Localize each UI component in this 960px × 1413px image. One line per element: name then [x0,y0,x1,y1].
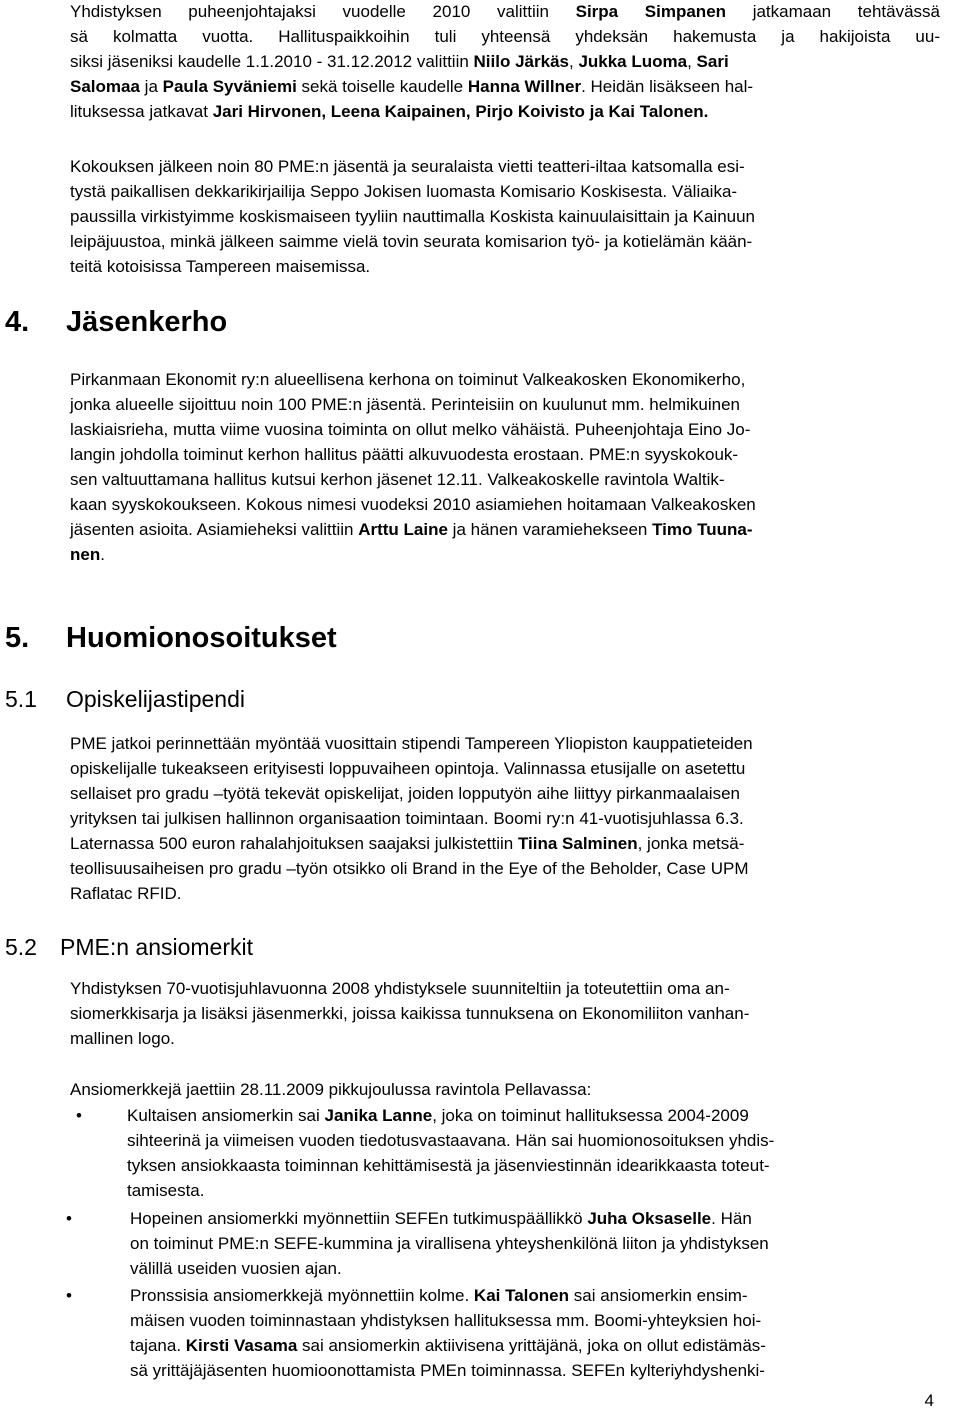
text-line: Hopeinen ansiomerkki myönnettiin SEFEn tutkimuspäällikkö Juha Oksaselle. Hän [130,1209,752,1228]
text-line: Ansiomerkkejä jaettiin 28.11.2009 pikkujoulussa ravintola Pellavassa: [70,1080,592,1099]
text-line: PME jatkoi perinnettään myöntää vuosittain stipendi Tampereen Yliopiston kauppatieteiden [70,734,753,753]
text-line: Raflatac RFID. [70,884,182,903]
heading-number: 4. [5,306,30,338]
paragraph-theatre-evening [70,154,954,279]
text-line: yrityksen tai julkisen hallinnon organisaation toimintaan. Boomi ry:n 41-vuotisjuhlassa 6.3. [70,809,744,828]
bullet-marker: • [66,1286,72,1305]
bullet-marker: • [66,1209,72,1228]
paragraph-members-club [70,367,954,567]
text-line: paussilla virkistyimme koskismaiseen tyyliin nauttimalla Koskista kainuulaisittain ja Kainuun [70,207,756,226]
text-line: Kokouksen jälkeen noin 80 PME:n jäsentä ja seuralaista vietti teatteri-iltaa katsomalla esi- [70,157,745,176]
text-line: mäisen vuoden toiminnastaan yhdistyksen hallituksessa mm. Boomi-yhteyksien hoi- [130,1311,762,1330]
text-line: siksi jäseniksi kaudelle 1.1.2010 - 31.12.2012 valittiin Niilo Järkäs, Jukka Luoma, Sari [70,52,729,71]
text-line: tajana. Kirsti Vasama sai ansiomerkin aktiivisena yrittäjänä, joka on ollut edistämäs- [130,1336,766,1355]
text-line: mallinen logo. [70,1029,175,1048]
text-line: sihteerinä ja viimeisen vuoden tiedotusvastaavana. Hän sai huomionosoituksen yhdis- [127,1131,775,1150]
heading-number: 5. [5,622,30,654]
text-line: sä yrittäjäjäsenten huomioonottamista PMEn toiminnassa. SEFEn kylteriyhdyshenki- [130,1361,765,1380]
text-line: opiskelijalle tukeakseen erityisesti loppuvaiheen opintoja. Valinnassa etusijalle on asetettu [70,759,746,778]
bullet-marker: • [76,1106,82,1125]
heading-number: 5.1 [5,686,37,712]
text-line: tystä paikallisen dekkarikirjailija Seppo Jokisen luomasta Komisario Koskisesta. Väliaika- [70,182,738,201]
text-line: Pirkanmaan Ekonomit ry:n alueellisena kerhona on toiminut Valkeakosken Ekonomikerho, [70,370,746,389]
text-line: välillä useiden vuosien ajan. [130,1259,342,1278]
text-line: teitä kotoisissa Tampereen maisemissa. [70,257,371,276]
text-line: teollisuusaiheisen pro gradu –työn otsikko oli Brand in the Eye of the Beholder, Case UPM [70,859,749,878]
bullet-item-gold-badge [127,1103,954,1203]
text-line: langin johdolla toiminut kerhon hallitus päätti alkuvuodesta erostaan. PME:n syyskokouk- [70,445,739,464]
paragraph-badge-awards-intro [70,1077,954,1102]
text-line: siomerkkisarja ja lisäksi jäsenmerkki, joissa kaikissa tunnuksena on Ekonomiliiton vanhan- [70,1004,750,1023]
text-line: tamisesta. [127,1181,205,1200]
paragraph-board-election [70,0,940,124]
text-line: Laternassa 500 euron rahalahjoituksen saajaksi julkistettiin Tiina Salminen, jonka metsä- [70,834,745,853]
text-line: tyksen ansiokkaasta toiminnan kehittämisestä ja jäsenviestinnän idearikkaasta toteut- [127,1156,770,1175]
text-line: leipäjuustoa, minkä jälkeen saimme vielä tovin seurata komisarion työ- ja kotielämän kään- [70,232,753,251]
text-line: on toiminut PME:n SEFE-kummina ja virallisena yhteyshenkilönä liiton ja yhdistyksen [130,1234,769,1253]
heading-title: Jäsenkerho [66,306,228,338]
heading-title: PME:n ansiomerkit [60,934,254,960]
heading-merit-badges [5,934,253,961]
page-number: 4 [924,1391,934,1410]
text-line: sen valtuuttamana hallitus kutsui kerhon jäsenet 12.11. Valkeakoskelle ravintola Waltik- [70,470,725,489]
heading-title: Opiskelijastipendi [66,686,245,712]
paragraph-scholarship [70,731,954,906]
bullet-item-silver-badge [130,1206,954,1281]
heading-recognitions [5,622,337,655]
heading-members-club [5,306,227,339]
text-line: sellaiset pro gradu –työtä tekevät opiskelijat, joiden lopputyön aihe liittyy pirkanmaalaisen [70,784,740,803]
text-line: lituksessa jatkavat Jari Hirvonen, Leena Kaipainen, Pirjo Koivisto ja Kai Talonen. [70,102,709,121]
text-line: laskiaisrieha, mutta viime vuosina toiminta on ollut melko vähäistä. Puheenjohtaja Eino Jo- [70,420,751,439]
heading-number: 5.2 [5,934,37,960]
text-line: Salomaa ja Paula Syväniemi sekä toiselle kaudelle Hanna Willner. Heidän lisäkseen hal- [70,77,754,96]
text-line: Kultaisen ansiomerkin sai Janika Lanne, joka on toiminut hallituksessa 2004-2009 [127,1106,749,1125]
text-line: Yhdistyksen 70-vuotisjuhlavuonna 2008 yhdistyksele suunniteltiin ja toteutettiin oma an- [70,979,730,998]
text-line: Pronssisia ansiomerkkejä myönnettiin kolme. Kai Talonen sai ansiomerkin ensim- [130,1286,748,1305]
text-line: Yhdistyksen puheenjohtajaksi vuodelle 2010 valittiin Sirpa Simpanen jatkamaan tehtävässä [70,2,941,21]
text-line: sä kolmatta vuotta. Hallituspaikkoihin tuli yhteensä yhdeksän hakemusta ja hakijoista uu- [70,27,940,46]
heading-student-scholarship [5,686,245,713]
paragraph-badge-series [70,976,954,1051]
text-line: nen. [70,545,105,564]
text-line: jäsenten asioita. Asiamieheksi valittiin Arttu Laine ja hänen varamiehekseen Timo Tuuna- [70,520,753,539]
heading-title: Huomionosoitukset [66,622,337,654]
text-line: kaan syyskokoukseen. Kokous nimesi vuodeksi 2010 asiamiehen hoitamaan Valkeakosken [70,495,756,514]
text-line: jonka alueelle sijoittuu noin 100 PME:n jäsentä. Perinteisiin on kuulunut mm. helmikuinen [70,395,740,414]
bullet-item-bronze-badges [130,1283,954,1383]
